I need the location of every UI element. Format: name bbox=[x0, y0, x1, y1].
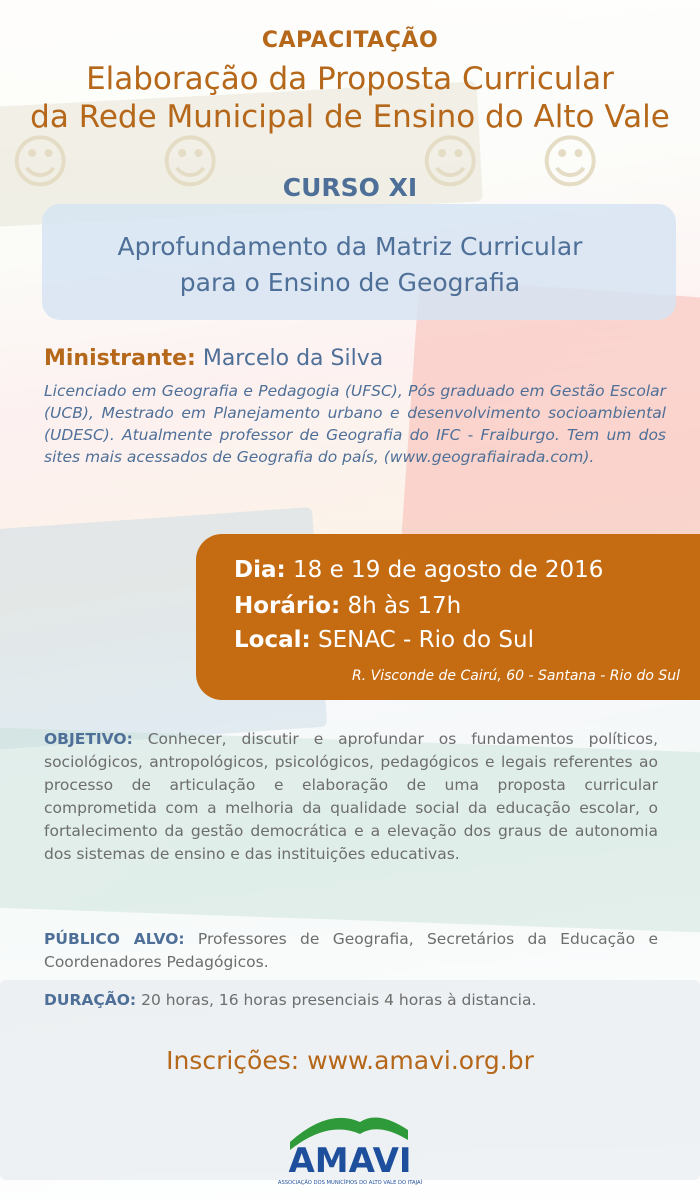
page-title bbox=[0, 60, 700, 136]
location-label: Local: bbox=[234, 627, 311, 653]
header-capacitacao: CAPACITAÇÃO bbox=[261, 28, 439, 53]
duration bbox=[44, 989, 658, 1012]
audience-label: PÚBLICO ALVO: bbox=[44, 930, 185, 948]
course-number: CURSO XI bbox=[282, 173, 418, 202]
objective-label: OBJETIVO: bbox=[44, 730, 133, 748]
event-location bbox=[234, 627, 534, 653]
child-doodle-icon: ☺ bbox=[160, 128, 221, 196]
course-subtitle bbox=[0, 229, 700, 301]
ministrante-label: Ministrante: bbox=[44, 346, 196, 371]
event-address: R. Visconde de Cairú, 60 - Santana - Rio do Sul bbox=[352, 668, 680, 684]
ministrante bbox=[44, 346, 383, 371]
title-line-2: da Rede Municipal de Ensino do Alto Vale bbox=[30, 99, 670, 135]
objective-text: Conhecer, discutir e aprofundar os fundamentos políticos, sociológicos, antropológicos, psicológicos, pedagógicos e legais referentes ao processo de articulação e elaboração de uma proposta curricular comprometida com a melhoria da qualidade social da educação escolar, o fortalecimento da gestão democrática e a elevação dos graus de autonomia dos sistemas de ensino e das instituições educativas. bbox=[44, 730, 658, 863]
audience-text: Professores de Geografia, Secretários da Educação e Coordenadores Pedagógicos. bbox=[44, 930, 658, 971]
event-date bbox=[234, 557, 603, 583]
logo-tagline: ASSOCIAÇÃO DOS MUNICÍPIOS DO ALTO VALE DO ITAJAÍ bbox=[277, 1180, 423, 1186]
date-label: Dia: bbox=[234, 557, 286, 583]
logo-wordmark: AMAVI bbox=[288, 1141, 412, 1181]
objective bbox=[44, 728, 658, 866]
child-doodle-icon: ☺ bbox=[540, 128, 601, 196]
subtitle-line-1: Aprofundamento da Matriz Curricular bbox=[117, 232, 583, 261]
event-time bbox=[234, 593, 461, 619]
duration-text: 20 horas, 16 horas presenciais 4 horas à distancia. bbox=[141, 991, 537, 1009]
ministrante-bio: Licenciado em Geografia e Pedagogia (UFSC), Pós graduado em Gestão Escolar (UCB), Mestrado em Planejamento urbano e desenvolvimento socioambiental (UDESC). Atualmente professor de Geografia do IFC - Fraiburgo. Tem um dos sites mais acessados de Geografia do país, (www.geografiairada.com). bbox=[44, 382, 666, 466]
duration-label: DURAÇÃO: bbox=[44, 991, 137, 1009]
location-value: SENAC - Rio do Sul bbox=[318, 627, 534, 653]
date-value: 18 e 19 de agosto de 2016 bbox=[293, 557, 604, 583]
subtitle-line-2: para o Ensino de Geografia bbox=[179, 268, 521, 297]
ministrante-name: Marcelo da Silva bbox=[202, 346, 384, 371]
amavi-logo bbox=[268, 1100, 432, 1190]
target-audience bbox=[44, 928, 658, 974]
registration-link[interactable]: Inscrições: www.amavi.org.br bbox=[166, 1046, 534, 1075]
time-label: Horário: bbox=[234, 593, 341, 619]
child-doodle-icon: ☺ bbox=[420, 128, 481, 196]
child-doodle-icon: ☺ bbox=[10, 128, 71, 196]
title-line-1: Elaboração da Proposta Curricular bbox=[86, 61, 614, 97]
time-value: 8h às 17h bbox=[347, 593, 462, 619]
